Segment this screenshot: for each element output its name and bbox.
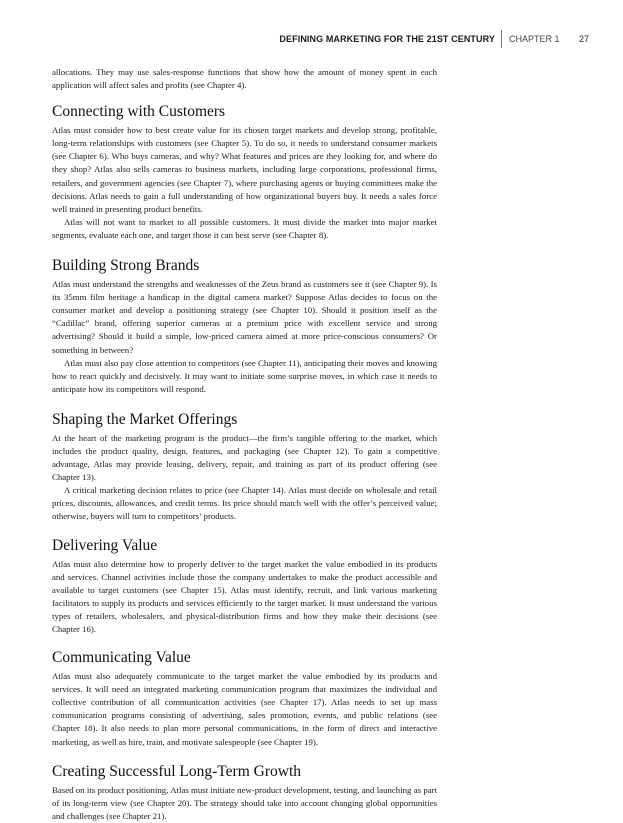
body-paragraph: Atlas must also adequately communicate to the target market the value embodied by its products and services. It will need an integrated marketing communication program that maximizes the individual and collective contribution of all communication activities (see Chapter 17). Atlas needs to set up mass communication programs consisting of advertising, sales promotion, events, and public relations (see Chapter 18). It also needs to plan more personal communications, in the form of direct and interactive marketing, as well as hire, train, and motivate salespeople (see Chapter 19). xyxy=(52,671,437,747)
running-head-chapter: CHAPTER 1 xyxy=(509,34,560,44)
body-paragraph: Atlas must consider how to best create value for its chosen target markets and develop strong, profitable, long-term relationships with customers (see Chapter 5). To do so, it needs to understand consumer markets (see Chapter 6). Who buys cameras, and why? What features and prices are they looking for, and where do they shop? Atlas also sells cameras to business markets, including large corporations, professional firms, retailers, and government agencies (see Chapter 7), where purchasing agents or buying committees make the decisions. Atlas needs to gain a full understanding of how organizational buyers buy. It needs a sales force well trained in presenting product benefits. xyxy=(52,125,437,214)
section-shaping-the-market-offerings xyxy=(52,410,437,524)
intro-paragraph: allocations. They may use sales-response functions that show how the amount of money spent in each application will affect sales and profits (see Chapter 4). xyxy=(52,67,437,91)
section-heading: Shaping the Market Offerings xyxy=(52,410,238,428)
body-paragraph: A critical marketing decision relates to price (see Chapter 14). Atlas must decide on wholesale and retail prices, discounts, allowances, and credit terms. Its price should match well with the offer’s perceived value; otherwise, buyers will turn to competitors’ products. xyxy=(52,485,437,522)
section-heading: Communicating Value xyxy=(52,649,191,667)
section-communicating-value xyxy=(52,648,437,749)
running-head-divider xyxy=(501,30,502,48)
body-paragraph: Atlas must understand the strengths and weaknesses of the Zeus brand as customers see it (see Chapter 9). Is its 35mm film heritage a handicap in the digital camera market? Suppose Atlas decides to focus on the consumer market and develop a positioning strategy (see Chapter 10). Should it position itself as the “Cadillac” brand, offering superior cameras at a premium price with excellent service and strong advertising? Should it build a simple, low-priced camera aimed at more price-conscious consumers? Or something in between? xyxy=(52,279,437,355)
page-number: 27 xyxy=(579,34,590,44)
section-creating-successful-long-term-growth xyxy=(52,762,437,823)
body-paragraph: Atlas must also pay close attention to competitors (see Chapter 11), anticipating their moves and knowing how to react quickly and decisively. It may want to initiate some surprise moves, in which case it needs to anticipate how its competitors will respond. xyxy=(52,357,437,394)
body-paragraph: At the heart of the marketing program is the product—the firm’s tangible offering to the market, which includes the product quality, design, features, and packaging (see Chapter 12). To gain a competitive advantage, Atlas may provide leasing, delivery, repair, and training as part of its product offering (see Chapter 13). xyxy=(52,432,437,483)
section-heading: Connecting with Customers xyxy=(52,103,226,121)
section-building-strong-brands xyxy=(52,256,437,396)
section-heading: Creating Successful Long-Term Growth xyxy=(52,762,302,780)
page-body xyxy=(52,66,437,823)
section-connecting-with-customers xyxy=(52,102,437,242)
section-delivering-value xyxy=(52,536,437,637)
running-head xyxy=(0,34,623,48)
body-paragraph: Atlas will not want to market to all possible customers. It must divide the market into major market segments, evaluate each one, and target those it can best serve (see Chapter 8). xyxy=(52,216,437,240)
section-heading: Delivering Value xyxy=(52,536,158,554)
section-heading: Building Strong Brands xyxy=(52,257,200,275)
running-head-title: DEFINING MARKETING FOR THE 21ST CENTURY xyxy=(279,34,495,44)
body-paragraph: Based on its product positioning, Atlas must initiate new-product development, testing, and launching as part of its long-term view (see Chapter 20). The strategy should take into account changing global opportunities and challenges (see Chapter 21). xyxy=(52,784,437,821)
body-paragraph: Atlas must also determine how to properly deliver to the target market the value embodied in its products and services. Channel activities include those the company undertakes to make the product accessible and available to target customers (see Chapter 15). Atlas must identify, recruit, and link various marketing facilitators to supply its products and services efficiently to the target market. It must understand the various types of retailers, wholesalers, and physical-distribution firms and how they make their decisions (see Chapter 16). xyxy=(52,558,437,634)
